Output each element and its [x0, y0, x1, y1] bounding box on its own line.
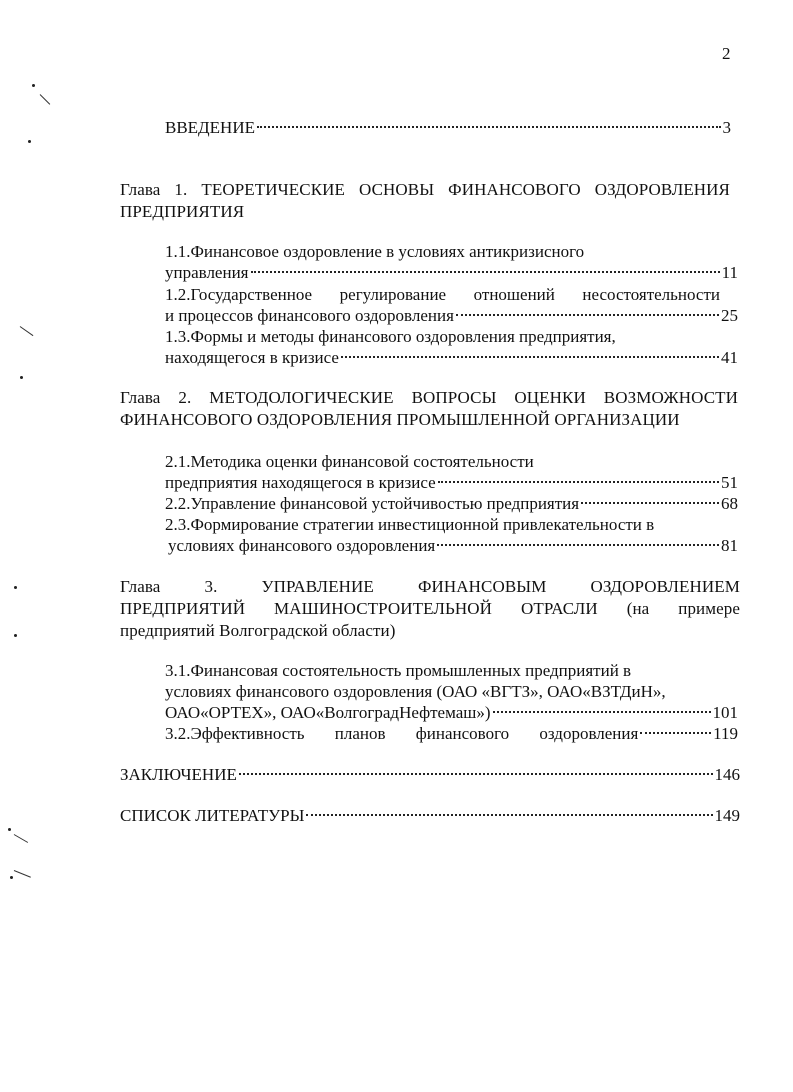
scan-speck — [14, 586, 17, 589]
toc-entry-references — [120, 804, 740, 828]
dot-leader — [251, 271, 720, 273]
toc-2-1-line-2: предприятия находящегося в кризисе — [165, 473, 436, 492]
dot-leader — [257, 126, 721, 128]
scan-scratch — [14, 870, 31, 878]
toc-1-3-line-2: находящегося в кризисе — [165, 348, 339, 367]
toc-1-1-line-1: 1.1.Финансовое оздоровление в условиях антикризисного — [165, 242, 585, 261]
toc-3-1-line-3: ОАО«ОРТЕХ», ОАО«ВолгоградНефтемаш») — [165, 703, 491, 722]
toc-intro-label: ВВЕДЕНИЕ — [165, 118, 255, 137]
toc-2-3-line-1: 2.3.Формирование стратегии инвестиционной привлекательности в — [165, 515, 655, 534]
toc-2-1-line-1: 2.1.Методика оценки финансовой состоятельности — [165, 452, 534, 471]
page-number: 2 — [722, 44, 731, 63]
toc-conclusion-label: ЗАКЛЮЧЕНИЕ — [120, 765, 237, 784]
scan-speck — [8, 828, 11, 831]
toc-3-2-page: 119 — [713, 724, 738, 743]
dot-leader — [437, 544, 719, 546]
toc-entry-2-3 — [168, 534, 738, 558]
dot-leader — [493, 711, 711, 713]
toc-2-3-page: 81 — [721, 536, 738, 555]
toc-entry-1-1 — [165, 261, 738, 285]
toc-2-2-page: 68 — [721, 494, 738, 513]
toc-3-1-line-1: 3.1.Финансовая состоятельность промышленных предприятий в — [165, 661, 632, 680]
toc-1-1-page: 11 — [721, 263, 738, 282]
chapter-1-title-line-1: Глава 1. ТЕОРЕТИЧЕСКИЕ ОСНОВЫ ФИНАНСОВОГО ОЗДОРОВЛЕНИЯ — [120, 180, 730, 199]
chapter-3-title-line-2: ПРЕДПРИЯТИЙ МАШИНОСТРОИТЕЛЬНОЙ ОТРАСЛИ (на примере — [120, 599, 740, 618]
toc-entry-1-3 — [165, 346, 738, 370]
chapter-3-title-line-1: Глава 3. УПРАВЛЕНИЕ ФИНАНСОВЫМ ОЗДОРОВЛЕНИЕМ — [120, 577, 740, 596]
dot-leader — [239, 773, 713, 775]
dot-leader — [456, 314, 719, 316]
toc-2-3-line-2: условиях финансового оздоровления — [168, 536, 436, 555]
chapter-2-title-line-2: ФИНАНСОВОГО ОЗДОРОВЛЕНИЯ ПРОМЫШЛЕННОЙ ОРГАНИЗАЦИИ — [120, 410, 680, 429]
toc-2-2-line-1: 2.2.Управление финансовой устойчивостью предприятия — [165, 494, 580, 513]
toc-1-1-line-2: управления — [165, 263, 249, 282]
toc-entry-conclusion — [120, 763, 740, 787]
toc-1-2-line-2: и процессов финансового оздоровления — [165, 306, 454, 325]
toc-entry-intro — [165, 116, 731, 140]
dot-leader — [438, 481, 719, 483]
toc-2-1-page: 51 — [721, 473, 738, 492]
chapter-2-title-line-1: Глава 2. МЕТОДОЛОГИЧЕСКИЕ ВОПРОСЫ ОЦЕНКИ ВОЗМОЖНОСТИ — [120, 388, 738, 407]
scan-speck — [10, 876, 13, 879]
scan-scratch — [14, 834, 28, 843]
toc-1-2-line-1: 1.2.Государственное регулирование отношений несостоятельности — [165, 285, 720, 304]
scan-speck — [14, 634, 17, 637]
toc-conclusion-page: 146 — [714, 765, 740, 784]
scan-scratch — [40, 94, 51, 105]
toc-entry-3-2 — [165, 722, 738, 746]
scan-speck — [20, 376, 23, 379]
dot-leader — [640, 732, 711, 734]
toc-intro-page: 3 — [722, 118, 731, 137]
scan-speck — [28, 140, 31, 143]
toc-3-2-line-1: 3.2.Эффективность планов финансового оздоровления — [165, 724, 639, 743]
dot-leader — [341, 356, 719, 358]
toc-1-2-page: 25 — [721, 306, 738, 325]
toc-1-3-page: 41 — [721, 348, 738, 367]
dot-leader — [581, 502, 719, 504]
toc-references-label: СПИСОК ЛИТЕРАТУРЫ — [120, 806, 305, 825]
chapter-1-title-line-2: ПРЕДПРИЯТИЯ — [120, 202, 245, 221]
toc-3-1-page: 101 — [712, 703, 738, 722]
chapter-3-title-line-3: предприятий Волгоградской области) — [120, 621, 396, 640]
scan-speck — [32, 84, 35, 87]
toc-references-page: 149 — [714, 806, 740, 825]
dot-leader — [306, 814, 712, 816]
toc-3-1-line-2: условиях финансового оздоровления (ОАО «ВГТЗ», ОАО«ВЗТДиН», — [165, 682, 666, 701]
toc-1-3-line-1: 1.3.Формы и методы финансового оздоровления предприятия, — [165, 327, 616, 346]
scan-scratch — [20, 326, 34, 336]
